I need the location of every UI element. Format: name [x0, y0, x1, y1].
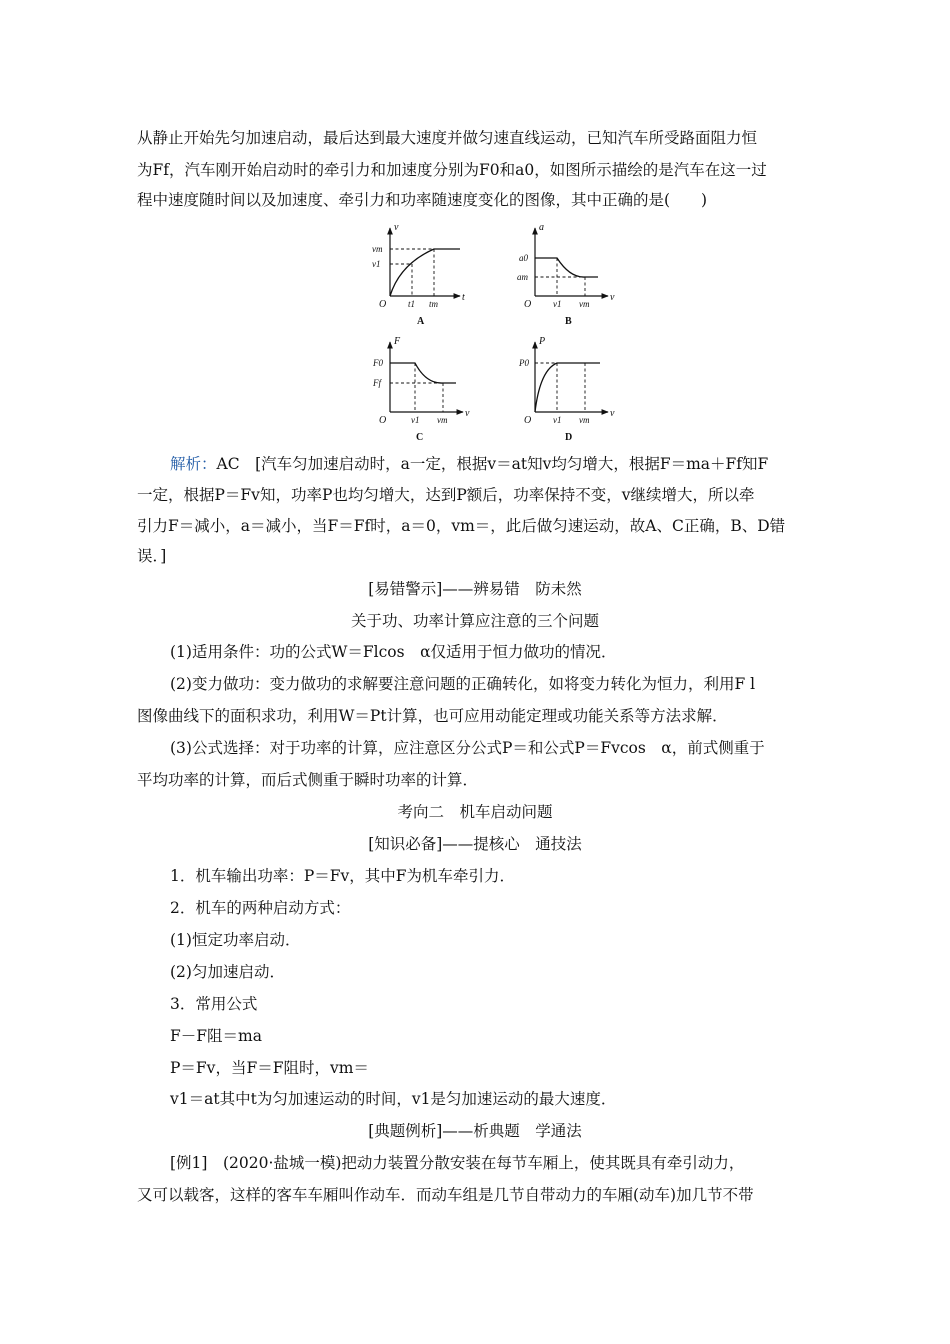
graph-c [372, 336, 470, 443]
section2-line-3: (1)恒定功率启动． [170, 931, 301, 949]
graph-a-caption: A [417, 316, 425, 327]
warning-line-1: (1)适用条件：功的公式W＝Flcos α仅适用于恒力做功的情况． [170, 643, 617, 661]
graph-c-x-label: v [465, 408, 470, 419]
warning-line-4: (3)公式选择：对于功率的计算，应注意区分公式P＝和公式P＝Fvcos α，前式侧重于 [170, 739, 765, 757]
warning-subheading: 关于功、功率计算应注意的三个问题 [350, 612, 599, 630]
graph-a-tick-v1: v1 [372, 259, 381, 269]
graph-d-origin: O [524, 415, 532, 426]
graph-d-y-label: P [539, 336, 546, 347]
graph-b-x-label: v [610, 292, 615, 303]
section2-line-5: 3．常用公式 [170, 995, 258, 1013]
graph-d-tick-p0: P0 [519, 358, 529, 368]
graph-b-curve [535, 258, 598, 277]
graphs-figure [360, 218, 630, 448]
graph-b-tick-a0: a0 [519, 253, 528, 263]
graph-b-origin: O [524, 299, 532, 310]
analysis-line-4: 误．] [137, 547, 167, 565]
graph-b-tick-vm: vm [579, 299, 590, 309]
graph-d-caption: D [565, 432, 573, 443]
section2-line-1: 1．机车输出功率：P＝Fv，其中F为机车牵引力． [170, 867, 516, 885]
graph-a-origin: O [379, 299, 387, 310]
section2-knowledge: [知识必备]——提核心 通技法 [368, 835, 582, 853]
analysis-line-3: 引力F＝减小，a＝减小，当F＝Ff时，a＝0，vm＝，此后做匀速运动，故A、C正确，B、D错 [137, 517, 786, 535]
graph-a-x-label: t [462, 292, 465, 303]
graph-d-curve [535, 363, 600, 412]
example-heading: [典题例析]——析典题 学通法 [368, 1122, 582, 1140]
section2-line-4: (2)匀加速启动． [170, 963, 285, 981]
intro-line-2: 为Ff，汽车刚开始启动时的牵引力和加速度分别为F0和a0，如图所示描绘的是汽车在这一过 [137, 161, 767, 179]
graph-b-tick-am: am [517, 272, 528, 282]
graph-c-caption: C [416, 432, 424, 443]
intro-line-3: 程中速度随时间以及加速度、牵引力和功率随速度变化的图像，其中正确的是( ) [137, 191, 708, 209]
graph-a-tick-t1: t1 [408, 299, 416, 309]
warning-line-2: (2)变力做功：变力做功的求解要注意问题的正确转化，如将变力转化为恒力，利用F l [170, 675, 756, 693]
graph-c-tick-v1: v1 [411, 415, 420, 425]
graph-c-origin: O [379, 415, 387, 426]
analysis-line-2: 一定，根据P＝Fv知，功率P也均匀增大，达到P额后，功率保持不变，v继续增大，所以牵 [137, 486, 755, 504]
graph-a [372, 222, 465, 327]
analysis-text-1: AC [汽车匀加速启动时，a一定，根据v＝at知v均匀增大，根据F＝ma＋Ff知F [216, 455, 769, 473]
graph-c-tick-f0: F0 [373, 358, 383, 368]
example-line-1: [例1] (2020·盐城一模)把动力装置分散安装在每节车厢上，使其既具有牵引动力， [170, 1154, 745, 1172]
graph-c-tick-vm: vm [437, 415, 448, 425]
graph-c-tick-ff: Ff [373, 378, 381, 388]
analysis-line-1 [170, 454, 768, 474]
intro-line-1: 从静止开始先匀加速启动，最后达到最大速度并做匀速直线运动，已知汽车所受路面阻力恒 [137, 129, 758, 147]
analysis-label: 解析： [170, 455, 217, 473]
example-line-2: 又可以载客，这样的客车车厢叫作动车．而动车组是几节自带动力的车厢(动车)加几节不带 [137, 1186, 754, 1204]
graph-a-y-label: v [394, 222, 399, 233]
graph-a-tick-vm: vm [372, 244, 383, 254]
graph-a-curve [390, 249, 460, 296]
graph-b [517, 222, 615, 327]
graph-b-caption: B [565, 316, 572, 327]
section2-line-7: P＝Fv，当F＝F阻时，vm＝ [170, 1059, 369, 1077]
graph-b-y-label: a [539, 222, 544, 233]
section2-line-8: v1＝at其中t为匀加速运动的时间，v1是匀加速运动的最大速度． [170, 1090, 617, 1108]
section2-line-2: 2．机车的两种启动方式： [170, 899, 351, 917]
warning-line-5: 平均功率的计算，而后式侧重于瞬时功率的计算． [137, 771, 479, 789]
graph-d [518, 336, 615, 443]
section2-line-6: F－F阻＝ma [170, 1027, 262, 1045]
warning-heading: [易错警示]——辨易错 防未然 [368, 580, 582, 598]
graph-c-y-label: F [394, 336, 401, 347]
graph-b-tick-v1: v1 [553, 299, 562, 309]
graph-d-tick-v1: v1 [553, 415, 562, 425]
section2-heading: 考向二 机车启动问题 [397, 803, 553, 821]
graph-a-tick-tm: tm [429, 299, 438, 309]
graph-d-tick-vm: vm [579, 415, 590, 425]
graph-d-x-label: v [610, 408, 615, 419]
graph-c-curve [390, 363, 456, 383]
warning-line-3: 图像曲线下的面积求功，利用W＝Pt计算，也可应用动能定理或功能关系等方法求解． [137, 707, 728, 725]
